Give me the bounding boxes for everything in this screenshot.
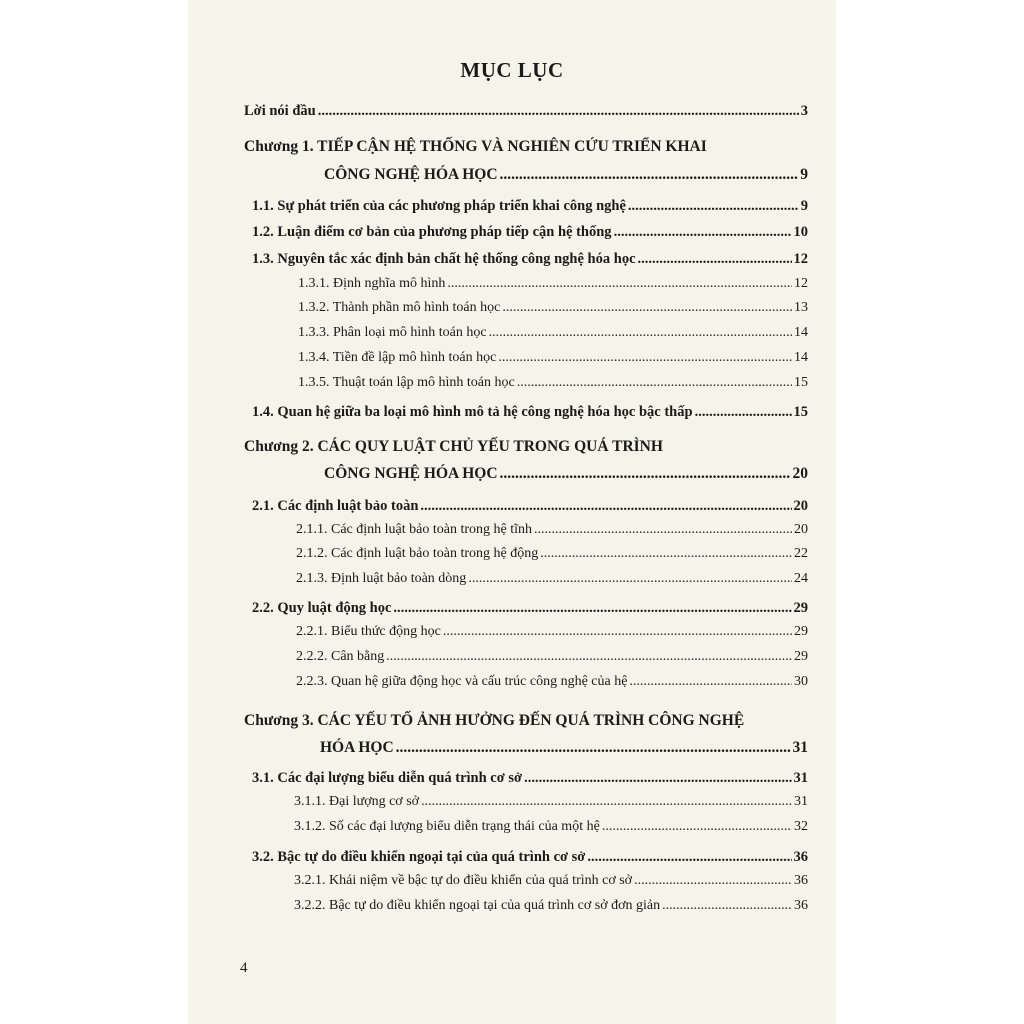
- toc-entry-page: 31: [792, 739, 808, 756]
- toc-entry-label: 3.2.1. Khái niệm về bậc tự do điều khiển của quá trình cơ sở: [294, 873, 633, 888]
- toc-entry-page: 29: [794, 624, 808, 639]
- toc-chapter-2: [324, 465, 808, 483]
- toc-entry-1-3-1: [298, 276, 808, 292]
- toc-entry-label: 1.3.1. Định nghĩa mô hình: [298, 276, 446, 291]
- toc-entry-page: 32: [794, 819, 808, 834]
- toc-title: MỤC LỤC: [460, 58, 564, 82]
- toc-entry-2-2-3: [296, 674, 808, 690]
- dot-leader: [587, 849, 791, 866]
- dot-leader: [638, 251, 792, 268]
- dot-leader: [393, 600, 791, 617]
- toc-entry-page: 31: [793, 770, 808, 786]
- toc-entry-label: 2.2.3. Quan hệ giữa động học và cấu trúc công nghệ của hệ: [296, 674, 628, 689]
- page-number: 4: [240, 960, 248, 976]
- dot-leader: [421, 794, 792, 810]
- dot-leader: [614, 224, 792, 241]
- toc-entry-3-1-1: [294, 794, 808, 810]
- toc-chapter-1: [324, 166, 808, 184]
- toc-entry-1-3-4: [298, 350, 808, 366]
- dot-leader: [524, 770, 791, 787]
- toc-entry-page: 20: [794, 522, 808, 537]
- dot-leader: [628, 198, 799, 215]
- toc-entry-page: 29: [793, 600, 808, 616]
- toc-entry-page: 15: [793, 404, 808, 420]
- dot-leader: [517, 375, 792, 391]
- dot-leader: [540, 546, 792, 562]
- toc-entry-page: 22: [794, 546, 808, 561]
- toc-chapter-3: [320, 739, 808, 757]
- dot-leader: [447, 276, 792, 292]
- toc-entry-2-2-1: [296, 624, 808, 640]
- toc-entry-page: 29: [794, 649, 808, 664]
- toc-entry-2-1: [252, 498, 808, 515]
- toc-entry-3-1: [252, 770, 808, 787]
- toc-chapter-2-title: Chương 2. CÁC QUY LUẬT CHỦ YẾU TRONG QUÁ TRÌNH: [244, 438, 663, 455]
- toc-entry-label: 1.3.3. Phân loại mô hình toán học: [298, 325, 487, 340]
- toc-entry-page: 9: [800, 166, 808, 183]
- toc-entry-3-2-1: [294, 873, 808, 889]
- dot-leader: [629, 674, 792, 690]
- toc-entry-label: 1.1. Sự phát triển của các phương pháp triển khai công nghệ: [252, 198, 626, 214]
- toc-entry-1-3: [252, 251, 808, 268]
- toc-entry-page: 20: [792, 465, 808, 482]
- dot-leader: [502, 300, 792, 316]
- toc-entry-label: CÔNG NGHỆ HÓA HỌC: [324, 465, 498, 482]
- toc-entry-1-3-5: [298, 375, 808, 391]
- dot-leader: [602, 819, 792, 835]
- dot-leader: [500, 166, 799, 184]
- toc-entry-label: 2.2.2. Cân bằng: [296, 649, 385, 664]
- dot-leader: [695, 404, 792, 421]
- dot-leader: [468, 571, 792, 587]
- toc-entry-label: 2.2. Quy luật động học: [252, 600, 392, 616]
- toc-entry-2-1-3: [296, 571, 808, 587]
- toc-entry-page: 36: [794, 873, 808, 888]
- dot-leader: [500, 465, 791, 483]
- toc-entry-page: 3: [800, 103, 808, 119]
- toc-entry-label: 1.3. Nguyên tắc xác định bản chất hệ thống công nghệ hóa học: [252, 251, 636, 267]
- toc-entry-1-1: [252, 198, 808, 215]
- dot-leader: [386, 649, 792, 665]
- toc-entry-2-1-2: [296, 546, 808, 562]
- toc-entry-3-2: [252, 849, 808, 866]
- toc-entry-label: 3.1.2. Số các đại lượng biểu diễn trạng thái của một hệ: [294, 819, 600, 834]
- toc-entry-label: 3.1.1. Đại lượng cơ sở: [294, 794, 420, 809]
- dot-leader: [443, 624, 792, 640]
- toc-entry-label: 2.1.2. Các định luật bảo toàn trong hệ động: [296, 546, 539, 561]
- toc-entry-label: HÓA HỌC: [320, 739, 394, 756]
- toc-entry-page: 30: [794, 674, 808, 689]
- toc-entry-label: Lời nói đầu: [244, 103, 316, 119]
- toc-chapter-1-title: Chương 1. TIẾP CẬN HỆ THỐNG VÀ NGHIÊN CỨU TRIỂN KHAI: [244, 138, 707, 155]
- dot-leader: [498, 350, 792, 366]
- toc-entry-label: 3.1. Các đại lượng biểu diễn quá trình cơ sở: [252, 770, 523, 786]
- toc-entry-page: 14: [794, 350, 808, 365]
- toc-entry-label: 1.3.5. Thuật toán lập mô hình toán học: [298, 375, 515, 390]
- toc-entry-page: 12: [793, 251, 808, 267]
- toc-entry-label: 1.3.4. Tiền đề lập mô hình toán học: [298, 350, 497, 365]
- dot-leader: [420, 498, 791, 515]
- book-page: [188, 0, 836, 1024]
- dot-leader: [318, 103, 799, 120]
- toc-entry-preface: [244, 103, 808, 120]
- toc-entry-1-3-3: [298, 325, 808, 341]
- toc-entry-label: 2.1.1. Các định luật bảo toàn trong hệ tĩnh: [296, 522, 533, 537]
- toc-entry-page: 15: [794, 375, 808, 390]
- toc-entry-1-2: [252, 224, 808, 241]
- toc-entry-label: 3.2. Bậc tự do điều khiển ngoại tại của quá trình cơ sở: [252, 849, 586, 865]
- toc-entry-label: 1.4. Quan hệ giữa ba loại mô hình mô tả hệ công nghệ hóa học bậc thấp: [252, 404, 693, 420]
- toc-entry-page: 12: [794, 276, 808, 291]
- toc-entry-1-4: [252, 404, 808, 421]
- toc-entry-label: 1.2. Luận điểm cơ bản của phương pháp tiếp cận hệ thống: [252, 224, 612, 240]
- dot-leader: [634, 873, 792, 889]
- toc-entry-page: 24: [794, 571, 808, 586]
- toc-entry-label: 1.3.2. Thành phần mô hình toán học: [298, 300, 501, 315]
- toc-entry-label: 2.2.1. Biểu thức động học: [296, 624, 441, 639]
- toc-entry-label: 2.1. Các định luật bảo toàn: [252, 498, 419, 514]
- toc-entry-3-2-2: [294, 898, 808, 914]
- toc-entry-page: 36: [793, 849, 808, 865]
- toc-entry-3-1-2: [294, 819, 808, 835]
- dot-leader: [662, 898, 792, 914]
- toc-entry-page: 36: [794, 898, 808, 913]
- toc-entry-page: 20: [793, 498, 808, 514]
- toc-entry-label: CÔNG NGHỆ HÓA HỌC: [324, 166, 498, 183]
- toc-chapter-3-title: Chương 3. CÁC YẾU TỐ ẢNH HƯỞNG ĐẾN QUÁ TRÌNH CÔNG NGHỆ: [244, 712, 745, 729]
- toc-entry-page: 14: [794, 325, 808, 340]
- toc-entry-2-2-2: [296, 649, 808, 665]
- toc-entry-page: 9: [800, 198, 808, 214]
- toc-entry-label: 3.2.2. Bậc tự do điều khiển ngoại tại của quá trình cơ sở đơn giản: [294, 898, 661, 913]
- toc-entry-2-2: [252, 600, 808, 617]
- toc-entry-2-1-1: [296, 522, 808, 538]
- toc-entry-page: 13: [794, 300, 808, 315]
- toc-entry-1-3-2: [298, 300, 808, 316]
- toc-entry-label: 2.1.3. Định luật bảo toàn dòng: [296, 571, 467, 586]
- toc-entry-page: 10: [793, 224, 808, 240]
- dot-leader: [396, 739, 791, 757]
- toc-entry-page: 31: [794, 794, 808, 809]
- dot-leader: [534, 522, 792, 538]
- dot-leader: [489, 325, 792, 341]
